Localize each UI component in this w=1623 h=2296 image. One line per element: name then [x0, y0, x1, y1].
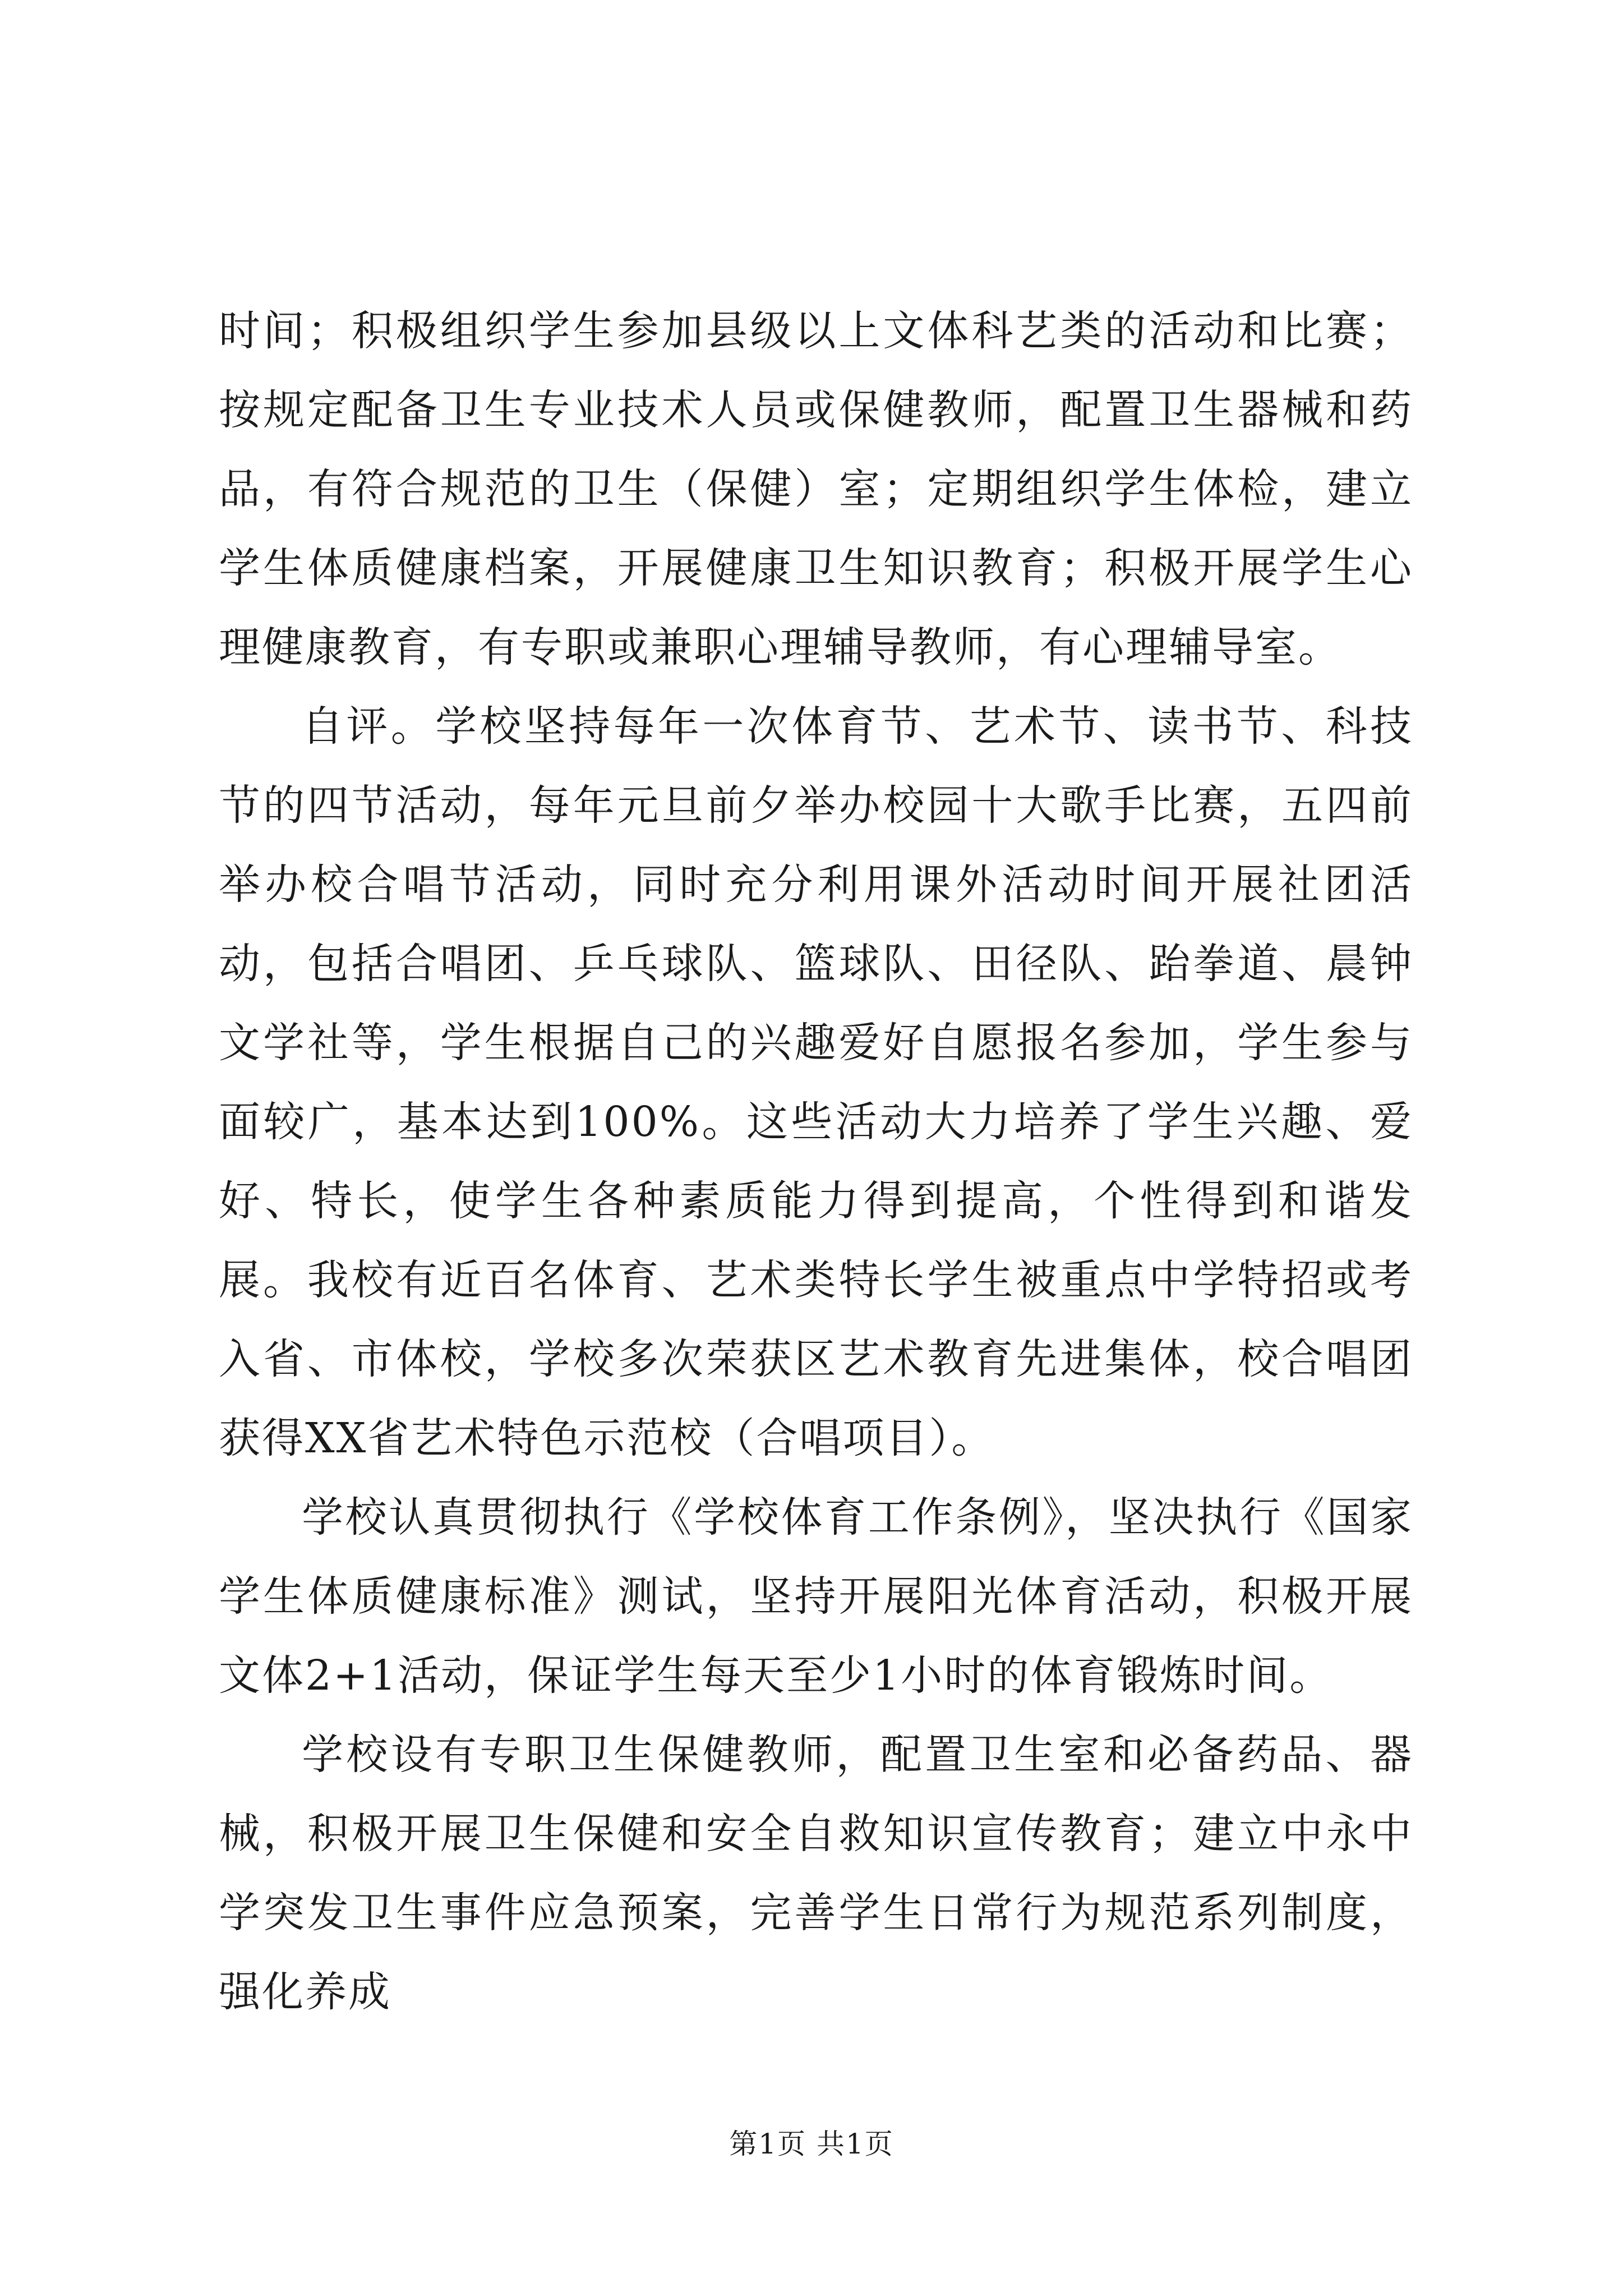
document-body — [219, 292, 1413, 2032]
paragraph-self-evaluation: 自评。学校坚持每年一次体育节、艺术节、读书节、科技节的四节活动，每年元旦前夕举办校园十大歌手比赛，五四前举办校合唱节活动，同时充分利用课外活动时间开展社团活动，包括合唱团、乒乓球队、篮球队、田径队、跆拳道、晨钟文学社等，学生根据自己的兴趣爱好自愿报名参加，学生参与面较广，基本达到100%。这些活动大力培养了学生兴趣、爱好、特长，使学生各种素质能力得到提高，个性得到和谐发展。我校有近百名体育、艺术类特长学生被重点中学特招或考入省、市体校，学校多次荣获区艺术教育先进集体，校合唱团获得XX省艺术特色示范校（合唱项目）。 — [219, 702, 1413, 1462]
paragraph-health-care: 学校设有专职卫生保健教师，配置卫生室和必备药品、器械，积极开展卫生保健和安全自救知识宣传教育；建立中永中学突发卫生事件应急预案，完善学生日常行为规范系列制度，强化养成 — [219, 1731, 1413, 2016]
paragraph-continuation: 时间；积极组织学生参加县级以上文体科艺类的活动和比赛；按规定配备卫生专业技术人员或保健教师，配置卫生器械和药品，有符合规范的卫生（保健）室；定期组织学生体检，建立学生体质健康档案，开展健康卫生知识教育；积极开展学生心理健康教育，有专职或兼职心理辅导教师，有心理辅导室。 — [219, 307, 1413, 671]
paragraph-physical-education: 学校认真贯彻执行《学校体育工作条例》，坚决执行《国家学生体质健康标准》测试，坚持开展阳光体育活动，积极开展文体2+1活动，保证学生每天至少1小时的体育锻炼时间。 — [219, 1493, 1413, 1700]
page-footer: 第1页 共1页 — [729, 2128, 894, 2160]
